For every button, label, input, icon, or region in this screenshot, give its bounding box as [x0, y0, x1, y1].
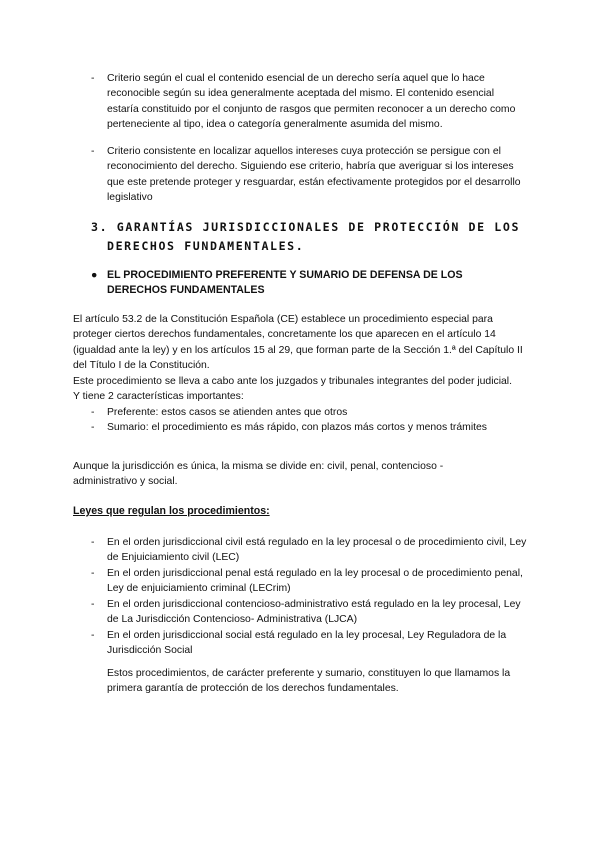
section-title-line2: DERECHOS FUNDAMENTALES. [107, 239, 305, 253]
dash-marker: - [91, 407, 95, 418]
list-item-text: Sumario: el procedimiento es más rápido, con plazos más cortos y menos trámites [107, 422, 487, 433]
list-item [91, 566, 531, 597]
section-title-line1: GARANTÍAS JURISDICCIONALES DE PROTECCIÓN DE LOS [116, 220, 521, 234]
section-heading [91, 217, 561, 237]
list-item-text: En el orden jurisdiccional civil está regulado en la ley procesal o de procedimiento civil, Ley de Enjuiciamiento civil (LEC) [107, 537, 527, 564]
subsection-title-line1: EL PROCEDIMIENTO PREFERENTE Y SUMARIO DE DEFENSA DE LOS [107, 269, 463, 281]
section-heading-cont [107, 236, 547, 256]
subsection-heading [91, 268, 531, 300]
list-item-text: En el orden jurisdiccional social está regulado en la ley procesal, Ley Reguladora de la Jurisdicción Social [107, 630, 507, 657]
subsection-title-line2: DERECHOS FUNDAMENTALES [107, 284, 265, 297]
list-item-text: En el orden jurisdiccional contencioso-administrativo está regulado en la ley procesal, Ley de La Jurisdicción Contencioso- Administrativa (LJCA) [107, 599, 521, 626]
list-item-text: Preferente: estos casos se atienden antes que otros [107, 407, 348, 418]
section-number: 3. [91, 220, 109, 234]
dash-marker: - [91, 73, 95, 84]
paragraph-jurisdiccion: Aunque la jurisdicción es única, la misma se divide en: civil, penal, contencioso - administrativo y social. [73, 461, 444, 488]
list-item-text: Criterio consistente en localizar aquellos intereses cuya protección se persigue con el reconocimiento del derecho. Siguiendo ese criterio, habría que averiguar si los intereses que este pretende proteger y resguardar, están efectivamente protegidos por el desarrollo legislativo [107, 146, 521, 204]
list-item [91, 420, 531, 435]
list-item [91, 535, 531, 566]
dash-marker: - [91, 630, 95, 641]
paragraph-articulo: El artículo 53.2 de la Constitución Española (CE) establece un procedimiento especial para proteger ciertos derechos fundamentales, concretamente los que aparecen en el artículo 14 (igualdad ante la ley) y en los artículos 15 al 29, que forman parte de la Sección 1.ª del Capítulo II del Título I de la Constitución. [73, 314, 523, 372]
dash-marker: - [91, 599, 95, 610]
list-item-text: Criterio según el cual el contenido esencial de un derecho sería aquel que lo hace reconocible según su idea generalmente aceptada del mismo. El contenido esencial estaría constituido por el conjunto de rasgos que permiten reconocer a un derecho como perteneciente al tipo, idea o categoría generalmente asumida del mismo. [107, 73, 516, 131]
list-item-text: En el orden jurisdiccional penal está regulado en la ley procesal o de procedimiento penal, Ley de enjuiciamiento criminal (LECrim) [107, 568, 523, 595]
dash-marker: - [91, 146, 95, 157]
list-item [91, 597, 531, 628]
list-item [91, 405, 531, 420]
list-item [91, 71, 521, 133]
list-item [91, 628, 531, 659]
bullet-icon: ● [91, 269, 98, 281]
dash-marker: - [91, 568, 95, 579]
leyes-title: Leyes que regulan los procedimientos: [73, 505, 270, 517]
dash-marker: - [91, 537, 95, 548]
dash-marker: - [91, 422, 95, 433]
list-item [91, 144, 521, 206]
paragraph-procedimiento: Este procedimiento se lleva a cabo ante los juzgados y tribunales integrantes del poder judicial. Y tiene 2 características importantes: [73, 376, 512, 403]
paragraph-final: Estos procedimientos, de carácter preferente y sumario, constituyen lo que llamamos la primera garantía de protección de los derechos fundamentales. [107, 668, 511, 695]
